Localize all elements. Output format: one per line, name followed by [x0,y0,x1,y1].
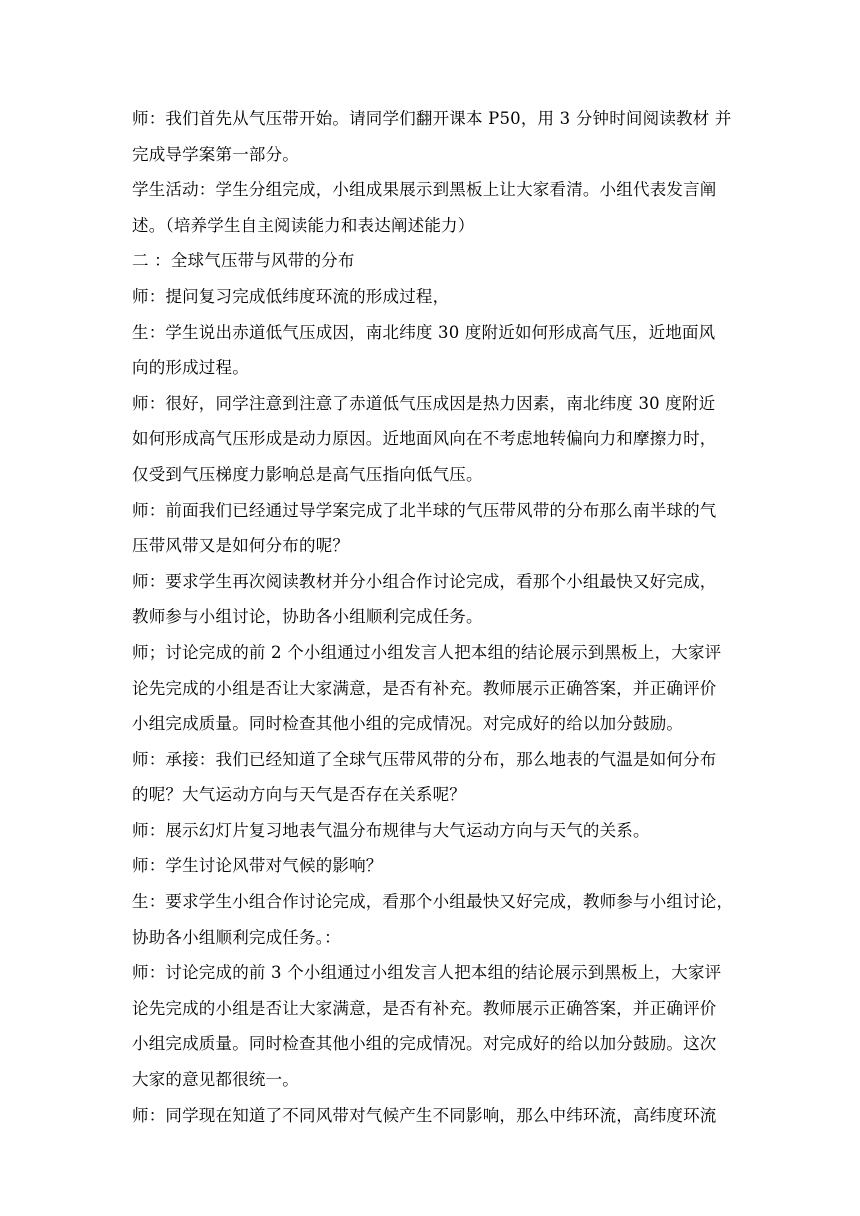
text-line: 向的形成过程。 [132,358,249,378]
paragraph-7 [132,493,732,564]
text-line: 师：讨论完成的前 3 个小组通过小组发言人把本组的结论展示到黑板上，大家评 [132,963,722,983]
paragraph-8 [132,564,732,635]
text-line: 述。（培养学生自主阅读能力和表达阐述能力） [132,215,475,235]
text-line: 压带风带又是如何分布的呢？ [132,536,350,556]
text-line: 二 ：全球气压带与风带的分布 [132,251,355,271]
text-line: 师：很好，同学注意到注意了赤道低气压成因是热力因素，南北纬度 30 度附近 [132,393,716,413]
paragraph-11 [132,813,732,849]
text-line: 生：要求学生小组合作讨论完成，看那个小组最快又好完成，教师参与小组讨论， [132,892,734,912]
paragraph-10 [132,742,732,813]
text-line: 师：我们首先从气压带开始。请同学们翻开课本 P50，用 3 分钟时间阅读教材 并 [132,109,732,128]
text-line: 师：前面我们已经通过导学案完成了北半球的气压带风带的分布那么南半球的气 [132,500,717,520]
section-heading [132,243,732,279]
text-line: 生：学生说出赤道低气压成因，南北纬度 30 度附近如何形成高气压，近地面风 [132,322,716,342]
paragraph-15 [132,1098,732,1134]
paragraph-2 [132,172,732,243]
text-line: 论先完成的小组是否让大家满意，是否有补充。教师展示正确答案，并正确评价 [132,678,717,698]
text-line: 协助各小组顺利完成任务。： [132,927,341,947]
text-line: 小组完成质量。同时检查其他小组的完成情况。对完成好的给以加分鼓励。 [132,714,684,734]
text-line: 师；讨论完成的前 2 个小组通过小组发言人把本组的结论展示到黑板上，大家评 [132,642,722,662]
text-line: 小组完成质量。同时检查其他小组的完成情况。对完成好的给以加分鼓励。这次 [132,1034,717,1054]
paragraph-13 [132,884,732,955]
paragraph-9 [132,635,732,742]
paragraph-12 [132,848,732,884]
text-line: 的呢？大气运动方向与天气是否存在关系呢？ [132,785,466,805]
paragraph-4 [132,279,732,315]
text-line: 师：同学现在知道了不同风带对气候产生不同影响，那么中纬环流，高纬度环流 [132,1105,717,1125]
paragraph-6 [132,386,732,493]
text-line: 仅受到气压梯度力影响总是高气压指向低气压。 [132,464,483,484]
paragraph-14 [132,955,732,1097]
text-line: 如何形成高气压形成是动力原因。近地面风向在不考虑地转偏向力和摩擦力时， [132,429,717,449]
text-line: 师：学生讨论风带对气候的影响？ [132,856,383,876]
text-line: 大家的意见都很统一。 [132,1070,299,1090]
paragraph-5 [132,315,732,386]
text-line: 完成导学案第一部分。 [132,144,299,164]
text-line: 教师参与小组讨论，协助各小组顺利完成任务。 [132,607,483,627]
text-line: 师：要求学生再次阅读教材并分小组合作讨论完成，看那个小组最快又好完成， [132,571,717,591]
text-line: 师：提问复习完成低纬度环流的形成过程， [132,286,450,306]
text-line: 师：承接：我们已经知道了全球气压带风带的分布，那么地表的气温是如何分布 [132,749,717,769]
document-page [132,101,732,1133]
text-line: 学生活动：学生分组完成，小组成果展示到黑板上让大家看清。小组代表发言阐 [132,180,717,200]
text-line: 论先完成的小组是否让大家满意，是否有补充。教师展示正确答案，并正确评价 [132,998,717,1018]
paragraph-1 [132,101,732,172]
text-line: 师：展示幻灯片复习地表气温分布规律与大气运动方向与天气的关系。 [132,820,650,840]
